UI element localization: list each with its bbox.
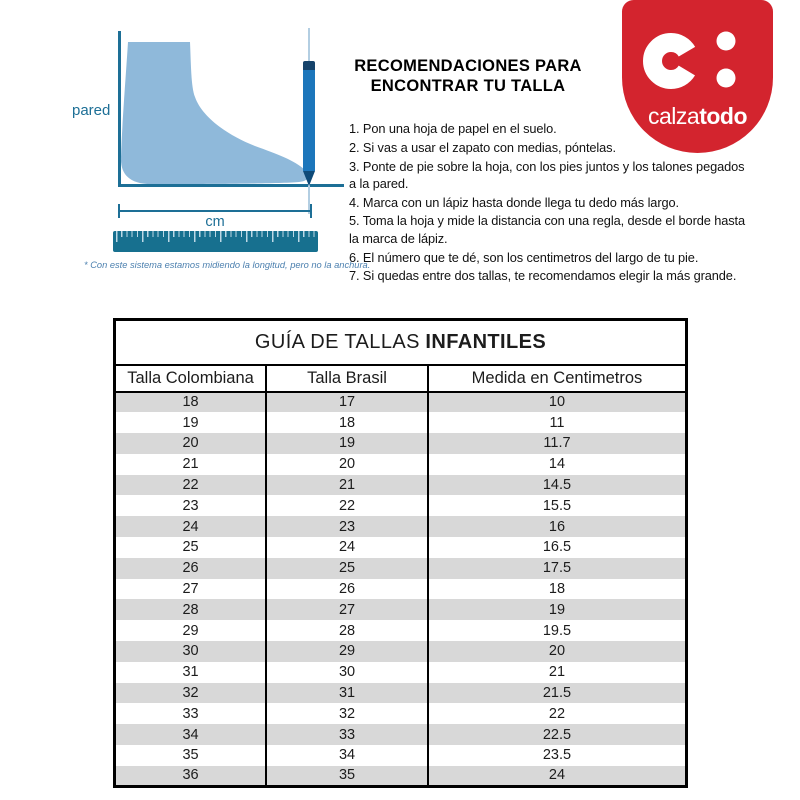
column-header-talla-brasil: Talla Brasil — [266, 365, 428, 392]
table-cell: 23 — [115, 495, 267, 516]
table-cell: 31 — [266, 683, 428, 704]
wall-label: pared — [72, 102, 111, 119]
table-row — [115, 475, 687, 496]
foot-silhouette-icon — [119, 39, 311, 185]
size-table — [113, 318, 688, 788]
calzatodo-logo — [622, 0, 773, 153]
table-cell: 18 — [115, 392, 267, 413]
table-row — [115, 433, 687, 454]
table-cell: 19 — [428, 599, 687, 620]
table-row — [115, 703, 687, 724]
table-cell: 30 — [266, 662, 428, 683]
table-cell: 22 — [428, 703, 687, 724]
table-cell: 28 — [266, 620, 428, 641]
table-title-row — [115, 320, 687, 365]
table-cell: 20 — [266, 454, 428, 475]
table-row — [115, 412, 687, 433]
table-title — [115, 320, 687, 365]
table-row — [115, 662, 687, 683]
table-cell: 25 — [115, 537, 267, 558]
table-cell: 23 — [266, 516, 428, 537]
table-cell: 33 — [266, 724, 428, 745]
table-cell: 25 — [266, 558, 428, 579]
table-cell: 24 — [115, 516, 267, 537]
table-row — [115, 620, 687, 641]
logo-wordmark — [622, 103, 773, 130]
table-cell: 32 — [115, 683, 267, 704]
table-cell: 21 — [428, 662, 687, 683]
table-cell: 21 — [266, 475, 428, 496]
table-cell: 15.5 — [428, 495, 687, 516]
table-cell: 14.5 — [428, 475, 687, 496]
recommendation-item: 3. Ponte de pie sobre la hoja, con los pies juntos y los talones pegados a la pared. — [349, 158, 745, 191]
cm-label: cm — [205, 214, 225, 230]
table-cell: 21.5 — [428, 683, 687, 704]
table-cell: 20 — [428, 641, 687, 662]
table-cell: 22 — [115, 475, 267, 496]
table-cell: 31 — [115, 662, 267, 683]
table-title-bold: INFANTILES — [425, 330, 547, 353]
table-cell: 11.7 — [428, 433, 687, 454]
table-row — [115, 579, 687, 600]
table-cell: 33 — [115, 703, 267, 724]
table-cell: 19 — [266, 433, 428, 454]
size-table-body — [115, 392, 687, 787]
table-cell: 29 — [115, 620, 267, 641]
table-cell: 35 — [266, 766, 428, 787]
column-header-talla-colombiana: Talla Colombiana — [115, 365, 267, 392]
c-colon-icon — [637, 25, 749, 97]
recommendations-title — [349, 57, 587, 96]
table-row — [115, 745, 687, 766]
table-cell: 34 — [266, 745, 428, 766]
recommendation-item: 7. Si quedas entre dos tallas, te recomendamos elegir la más grande. — [349, 268, 737, 284]
table-row — [115, 537, 687, 558]
recommendation-item: 4. Marca con un lápiz hasta donde llega tu dedo más largo. — [349, 194, 679, 210]
table-cell: 21 — [115, 454, 267, 475]
table-row — [115, 724, 687, 745]
table-cell: 20 — [115, 433, 267, 454]
table-cell: 11 — [428, 412, 687, 433]
table-cell: 29 — [266, 641, 428, 662]
recommendation-item: 6. El número que te dé, son los centimetros del largo de tu pie. — [349, 249, 699, 265]
table-cell: 26 — [115, 558, 267, 579]
pencil-icon — [303, 61, 315, 171]
table-cell: 14 — [428, 454, 687, 475]
table-row — [115, 683, 687, 704]
recommendation-item: 1. Pon una hoja de papel en el suelo. — [349, 121, 557, 136]
table-title-regular: GUÍA DE TALLAS — [254, 330, 420, 353]
table-cell: 17.5 — [428, 558, 687, 579]
table-cell: 32 — [266, 703, 428, 724]
measuring-footnote: * Con este sistema estamos midiendo la longitud, pero no la anchura. — [84, 260, 371, 270]
table-cell: 24 — [266, 537, 428, 558]
table-cell: 19.5 — [428, 620, 687, 641]
table-cell: 26 — [266, 579, 428, 600]
table-cell: 16 — [428, 516, 687, 537]
table-row — [115, 392, 687, 413]
table-cell: 18 — [428, 579, 687, 600]
recommendations-title-line1: RECOMENDACIONES PARA — [354, 57, 582, 75]
table-row — [115, 558, 687, 579]
table-row — [115, 641, 687, 662]
table-cell: 16.5 — [428, 537, 687, 558]
table-row — [115, 495, 687, 516]
table-cell: 22.5 — [428, 724, 687, 745]
table-header-row — [115, 365, 687, 392]
recommendation-item: 2. Si vas a usar el zapato con medias, póntelas. — [349, 139, 616, 155]
pencil-tip — [303, 171, 315, 186]
table-row — [115, 766, 687, 787]
table-cell: 23.5 — [428, 745, 687, 766]
table-row — [115, 454, 687, 475]
table-cell: 27 — [115, 579, 267, 600]
table-cell: 35 — [115, 745, 267, 766]
table-row — [115, 599, 687, 620]
logo-wordmark-regular: calza — [647, 103, 700, 129]
table-cell: 30 — [115, 641, 267, 662]
recommendation-item: 5. Toma la hoja y mide la distancia con una regla, desde el borde hasta la marca de lápiz. — [349, 213, 746, 246]
table-cell: 18 — [266, 412, 428, 433]
recommendations-title-line2: ENCONTRAR TU TALLA — [370, 76, 566, 95]
logo-wordmark-bold: todo — [699, 103, 747, 129]
ruler-icon — [113, 231, 318, 252]
table-cell: 10 — [428, 392, 687, 413]
table-cell: 17 — [266, 392, 428, 413]
table-row — [115, 516, 687, 537]
column-header-medida-cm: Medida en Centimetros — [428, 365, 687, 392]
foot-measuring-diagram — [0, 0, 371, 300]
table-cell: 36 — [115, 766, 267, 787]
cm-dimension-line — [118, 210, 312, 212]
table-cell: 22 — [266, 495, 428, 516]
table-cell: 34 — [115, 724, 267, 745]
table-cell: 19 — [115, 412, 267, 433]
table-cell: 24 — [428, 766, 687, 787]
table-cell: 28 — [115, 599, 267, 620]
table-cell: 27 — [266, 599, 428, 620]
